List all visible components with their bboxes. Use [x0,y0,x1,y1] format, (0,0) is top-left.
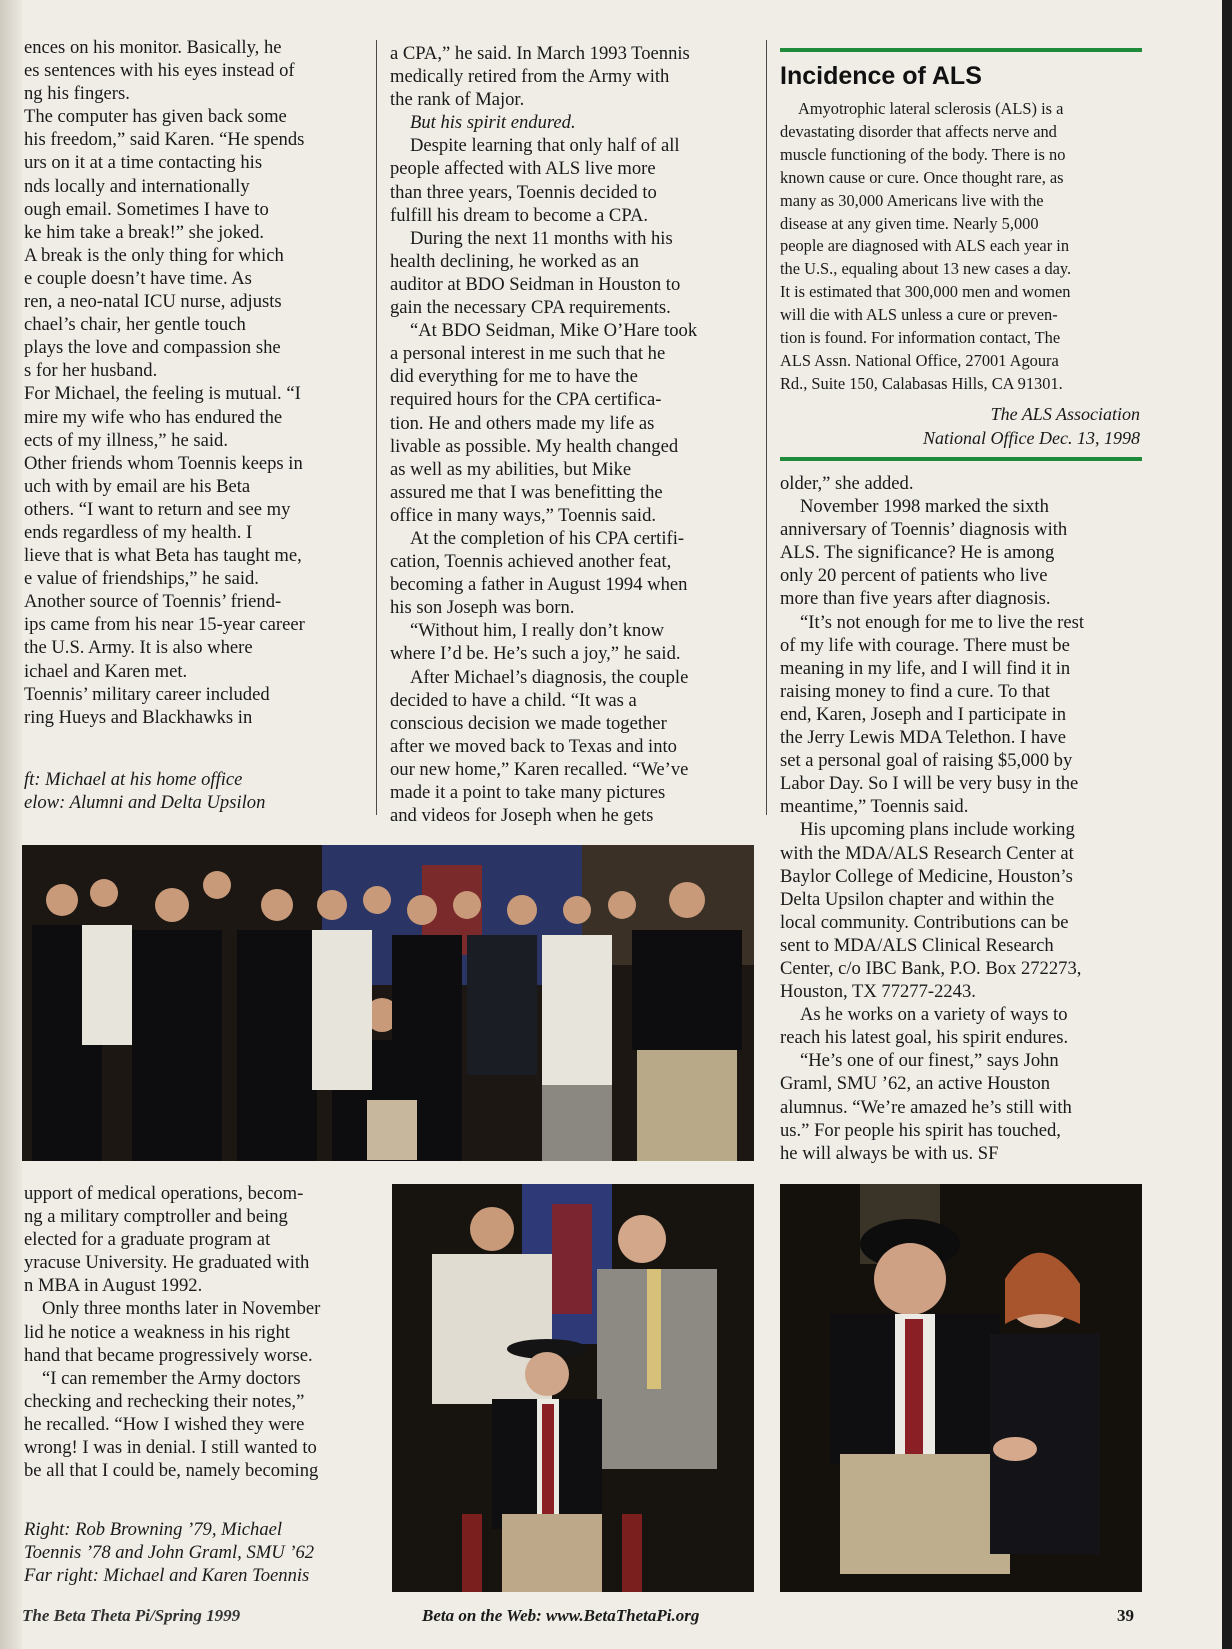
text-line: than three years, Toennis decided to [390,181,657,203]
text-line: ng a military comptroller and being [24,1206,288,1228]
text-line: ng his fingers. [24,83,130,105]
text-line: people affected with ALS live more [390,158,656,180]
column1-top [24,36,364,729]
sidebar-line: many as 30,000 Americans live with the [780,190,1044,210]
text-line: ke him take a break!” she joked. [24,221,265,243]
text-line: his son Joseph was born. [390,597,575,619]
text-line: Other friends whom Toennis keeps in [24,452,303,474]
text-line: But his spirit endured. [410,112,576,134]
column1-bottom [24,1182,364,1482]
text-line: health declining, he worked as an [390,250,639,272]
text-line: be all that I could be, namely becoming [24,1460,319,1482]
text-line: nds locally and internationally [24,175,250,197]
text-line: conscious decision we made together [390,712,667,734]
sidebar-line: the U.S., equaling about 13 new cases a day. [780,259,1072,279]
text-line: Houston, TX 77277-2243. [780,981,976,1003]
sidebar-line: will die with ALS unless a cure or preven- [780,305,1058,325]
text-line: tion. He and others made my life as [390,412,655,434]
text-line: decided to have a child. “It was a [390,689,637,711]
text-line: The computer has given back some [24,106,287,128]
text-line: cation, Toennis achieved another feat, [390,551,672,573]
text-line: lid he notice a weakness in his right [24,1321,290,1343]
text-line: lieve that is what Beta has taught me, [24,545,302,567]
page-edge [1222,0,1232,1649]
text-line: becoming a father in August 1994 when [390,574,688,596]
sidebar-source [923,402,1140,450]
text-line: end, Karen, Joseph and I participate in [780,703,1067,725]
text-line: n MBA in August 1992. [24,1275,203,1297]
column2 [390,42,760,827]
column1-top-caption [24,768,364,814]
text-line: more than five years after diagnosis. [780,588,1051,610]
column3 [780,472,1150,1165]
text-line: the U.S. Army. It is also where [24,637,253,659]
text-line: Graml, SMU ’62, an active Houston [780,1073,1051,1095]
text-line: meantime,” Toennis said. [780,796,969,818]
text-line: others. “I want to return and see my [24,498,291,520]
text-line: checking and rechecking their notes,” [24,1390,305,1412]
text-line: His upcoming plans include working [800,819,1075,841]
text-line: “Without him, I really don’t know [410,620,665,642]
text-line: alumnus. “We’re amazed he’s still with [780,1096,1072,1118]
text-line: the rank of Major. [390,89,525,111]
text-line: our new home,” Karen recalled. “We’ve [390,758,689,780]
text-line: us.” For people his spirit has touched, [780,1119,1061,1141]
text-line: ends regardless of my health. I [24,521,253,543]
text-line: and videos for Joseph when he gets [390,805,654,827]
text-line: ring Hueys and Blackhawks in [24,706,253,728]
column-divider [376,40,377,815]
text-line: “I can remember the Army doctors [42,1367,301,1389]
text-line: after we moved back to Texas and into [390,735,677,757]
text-line: older,” she added. [780,473,914,494]
text-line: he recalled. “How I wished they were [24,1413,305,1435]
text-line: plays the love and compassion she [24,337,281,359]
sidebar-line: Amyotrophic lateral sclerosis (ALS) is a [798,99,1064,118]
caption-line: Right: Rob Browning ’79, Michael [24,1519,283,1540]
text-line: reach his latest goal, his spirit endures. [780,1027,1069,1049]
text-line: elected for a graduate program at [24,1229,271,1251]
text-line: A break is the only thing for which [24,244,284,266]
text-line: Center, c/o IBC Bank, P.O. Box 272273, [780,957,1082,979]
sidebar-line: It is estimated that 300,000 men and women [780,282,1071,302]
group-photo [22,845,754,1161]
sidebar-line: known cause or cure. Once thought rare, as [780,167,1064,187]
caption-line: Toennis ’78 and John Graml, SMU ’62 [24,1542,315,1564]
text-line: s for her husband. [24,360,158,382]
caption-line: Far right: Michael and Karen Toennis [24,1565,310,1587]
text-line: anniversary of Toennis’ diagnosis with [780,519,1068,541]
text-line: November 1998 marked the sixth [800,496,1049,518]
caption-line: ft: Michael at his home office [24,769,243,790]
text-line: es sentences with his eyes instead of [24,60,295,82]
sidebar-line: muscle functioning of the body. There is no [780,144,1066,164]
text-line: As he works on a variety of ways to [800,1004,1068,1026]
text-line: e couple doesn’t have time. As [24,267,252,289]
text-line: Toennis’ military career included [24,683,270,705]
text-line: urs on it at a time contacting his [24,152,263,174]
text-line: as well as my abilities, but Mike [390,458,632,480]
page-number: 39 [1117,1606,1134,1625]
text-line: ichael and Karen met. [24,660,188,682]
text-line: auditor at BDO Seidman in Houston to [390,273,681,295]
source-line: The ALS Association [990,404,1140,424]
text-line: Despite learning that only half of all [410,135,680,157]
text-line: upport of medical operations, becom- [24,1183,304,1204]
footer-issue: The Beta Theta Pi/Spring 1999 [22,1606,241,1625]
text-line: sent to MDA/ALS Clinical Research [780,934,1054,956]
group-photo-image [22,845,754,1161]
text-line: gain the necessary CPA requirements. [390,297,671,319]
text-line: assured me that I was benefitting the [390,481,663,503]
text-line: yracuse University. He graduated with [24,1252,310,1274]
text-line: the Jerry Lewis MDA Telethon. I have [780,727,1066,749]
text-line: uch with by email are his Beta [24,475,251,497]
alumni-photo [392,1184,754,1592]
text-line: ALS. The significance? He is among [780,542,1055,564]
text-line: “He’s one of our finest,” says John [800,1050,1059,1072]
text-line: local community. Contributions can be [780,911,1069,933]
text-line: Delta Upsilon chapter and within the [780,888,1055,910]
column1-bottom-caption [24,1518,364,1587]
text-line: Baylor College of Medicine, Houston’s [780,865,1073,887]
sidebar-title: Incidence of ALS [780,62,982,90]
text-line: Labor Day. So I will be very busy in the [780,773,1079,795]
text-line: with the MDA/ALS Research Center at [780,842,1074,864]
text-line: of my life with courage. There must be [780,634,1070,656]
text-line: made it a point to take many pictures [390,782,666,803]
text-line: medically retired from the Army with [390,66,670,88]
text-line: required hours for the CPA certifica- [390,389,662,411]
text-line: Only three months later in November [42,1298,321,1320]
couple-photo [780,1184,1142,1592]
footer-website: Beta on the Web: www.BetaThetaPi.org [422,1606,700,1625]
text-line: ips came from his near 15-year career [24,614,305,636]
text-line: his freedom,” said Karen. “He spends [24,129,305,151]
sidebar-body [780,98,1142,396]
text-line: office in many ways,” Toennis said. [390,504,657,526]
text-line: raising money to find a cure. To that [780,680,1050,702]
sidebar-line: devastating disorder that affects nerve and [780,121,1057,141]
alumni-photo-image [392,1184,754,1592]
text-line: livable as possible. My health changed [390,435,679,457]
text-line: Another source of Toennis’ friend- [24,591,282,613]
text-line: did everything for me to have the [390,366,638,388]
text-line: For Michael, the feeling is mutual. “I [24,383,301,405]
text-line: he will always be with us. SF [780,1142,999,1164]
binding-gutter [0,0,22,1649]
column-divider [766,40,767,815]
text-line: ren, a neo-natal ICU nurse, adjusts [24,291,282,313]
text-line: meaning in my life, and I will find it in [780,657,1071,679]
text-line: “At BDO Seidman, Mike O’Hare took [410,320,698,342]
source-line: National Office Dec. 13, 1998 [923,428,1140,448]
sidebar-line: Rd., Suite 150, Calabasas Hills, CA 91301. [780,373,1063,393]
text-line: ough email. Sometimes I have to [24,198,269,220]
sidebar-bottom-rule [780,457,1142,461]
text-line: wrong! I was in denial. I still wanted to [24,1437,317,1459]
sidebar-line: disease at any given time. Nearly 5,000 [780,213,1039,233]
text-line: hand that became progressively worse. [24,1344,313,1366]
sidebar-line: ALS Assn. National Office, 27001 Agoura [780,350,1059,370]
couple-photo-image [780,1184,1142,1592]
text-line: “It’s not enough for me to live the rest [800,611,1084,633]
text-line: a personal interest in me such that he [390,343,666,365]
caption-line: elow: Alumni and Delta Upsilon [24,792,266,814]
text-line: only 20 percent of patients who live [780,565,1048,587]
sidebar-line: tion is found. For information contact, The [780,328,1061,348]
text-line: After Michael’s diagnosis, the couple [410,666,689,688]
text-line: ects of my illness,” he said. [24,429,228,451]
text-line: fulfill his dream to become a CPA. [390,204,649,226]
text-line: During the next 11 months with his [410,227,673,249]
text-line: where I’d be. He’s such a joy,” he said. [390,643,681,665]
text-line: e value of friendships,” he said. [24,568,259,590]
text-line: chael’s chair, her gentle touch [24,314,246,336]
text-line: set a personal goal of raising $5,000 by [780,750,1073,772]
text-line: At the completion of his CPA certifi- [410,527,685,549]
sidebar-top-rule [780,48,1142,52]
sidebar-line: people are diagnosed with ALS each year in [780,236,1070,256]
text-line: ences on his monitor. Basically, he [24,37,282,58]
text-line: mire my wife who has endured the [24,406,283,428]
text-line: a CPA,” he said. In March 1993 Toennis [390,43,690,64]
